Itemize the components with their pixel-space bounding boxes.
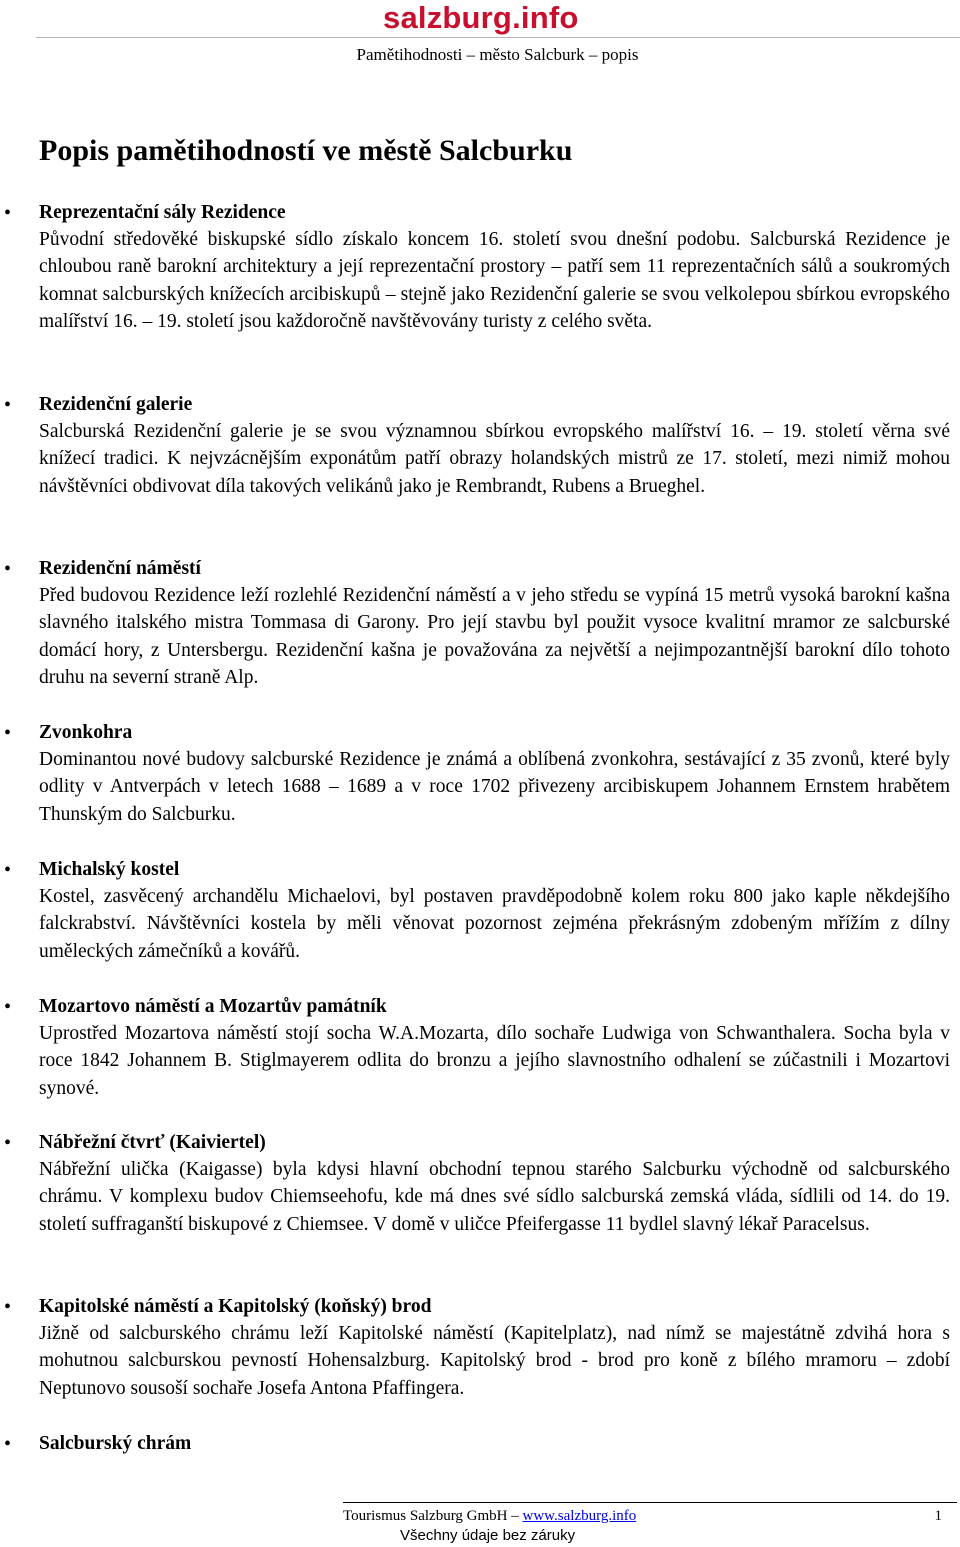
bullet-icon: • (4, 996, 12, 1018)
bullet-icon: • (4, 1132, 12, 1154)
salzburg-info-logo: salzburg.info (383, 0, 579, 35)
bullet-icon: • (4, 859, 12, 881)
section-text: Původní středověké biskupské sídlo získalo koncem 16. století svou dnešní podobu. Salcburská Rezidence je chloubou raně barokní architektury a její reprezentační prostory – patří sem 11 reprezentačních sálů a soukromých komnat salcburských knížecích arcibiskupů – stejně jako Rezidenční galerie se svou velkolepou sbírkou evropského malířství 16. – 19. století jsou každoročně navštěvovány turisty z celého světa. (39, 229, 950, 332)
bullet-icon: • (4, 202, 12, 224)
header-divider (36, 37, 960, 38)
section-text: Salcburská Rezidenční galerie je se svou významnou sbírkou evropského malířství 16. – 19. století věrna své knížecí tradici. K nejvzácnějším exponátům patří obrazy holandských mistrů ze 17. století, mezi nimiž mohou návštěvníci obdivovat díla takových velikánů jako je Rembrandt, Rubens a Brueghel. (39, 421, 950, 497)
section-heading: Mozartovo náměstí a Mozartův památník (39, 996, 387, 1017)
section-text: Uprostřed Mozartova náměstí stojí socha W.A.Mozarta, dílo sochaře Ludwiga von Schwanthalera. Socha byla v roce 1842 Johannem B. Stiglmayerem odlita do bronzu a jejího slavnostního odhalení se zúčastnili i Mozartovi synové. (39, 1023, 950, 1099)
bullet-icon: • (4, 1433, 12, 1455)
page-number: 1 (934, 1508, 942, 1524)
bullet-icon: • (4, 558, 12, 580)
footer-company (343, 1506, 636, 1526)
section-text: Jižně od salcburského chrámu leží Kapitolské náměstí (Kapitelplatz), nad nímž se majestátně zdvihá hora s mohutnou salcburskou pevností Hohensalzburg. Kapitolský brod - brod pro koně z bílého mramoru – zdobí Neptunovo sousoší sochaře Josefa Antona Pfaffingera. (39, 1323, 950, 1399)
bullet-icon: • (4, 1296, 12, 1318)
section-heading: Kapitolské náměstí a Kapitolský (koňský) brod (39, 1296, 432, 1317)
section-text: Kostel, zasvěcený archandělu Michaelovi, byl postaven pravděpodobně kolem roku 800 jako kaple někdejšího falckrabství. Návštěvníci kostela by měli věnovat pozornost zejména překrásným zdobeným mřížím z dílny uměleckých zámečníků a kovářů. (39, 886, 950, 962)
section-text: Dominantou nové budovy salcburské Rezidence je známá a oblíbená zvonkohra, sestávající z 35 zvonů, které byly odlity v Antverpách v letech 1688 – 1689 a v roce 1702 přivezeny arcibiskupem Johannem Ernstem hrabětem Thunským do Salcburku. (39, 749, 950, 825)
footer-divider (343, 1502, 957, 1503)
section-heading: Nábřežní čtvrť (Kaiviertel) (39, 1132, 266, 1153)
footer-disclaimer: Všechny údaje bez záruky (400, 1527, 576, 1544)
section-heading: Rezidenční náměstí (39, 558, 201, 579)
bullet-icon: • (4, 722, 12, 744)
section-heading: Salcburský chrám (39, 1433, 192, 1454)
page-subtitle: Pamětihodnosti – město Salcburk – popis (356, 45, 639, 64)
section-heading: Reprezentační sály Rezidence (39, 202, 286, 223)
document-title: Popis pamětihodností ve městě Salcburku (39, 134, 573, 167)
footer-company-name: Tourismus Salzburg GmbH – (343, 1508, 523, 1524)
section-text: Nábřežní ulička (Kaigasse) byla kdysi hlavní obchodní tepnou starého Salcburku východně od salcburského chrámu. V komplexu budov Chiemseehofu, kde má dnes své sídlo salcburská zemská vláda, sídlili od 14. do 19. století suffraganští biskupové z Chiemsee. V domě v uličce Pfeifergasse 11 bydlel slavný lékař Paracelsus. (39, 1159, 950, 1235)
section-heading: Rezidenční galerie (39, 394, 193, 415)
section-heading: Zvonkohra (39, 722, 133, 743)
footer-website-link[interactable]: www.salzburg.info (522, 1508, 637, 1524)
section-text: Před budovou Rezidence leží rozlehlé Rezidenční náměstí a v jeho středu se vypíná 15 metrů vysoká barokní kašna slavného italského mistra Tommasa di Garony. Pro její stavbu byl použit vysoce kvalitní mramor ze salcburské domácí hory, z Untersbergu. Rezidenční kašna je považována za největší a nejimpozantnější barokní dílo tohoto druhu na severní straně Alp. (39, 585, 950, 688)
bullet-icon: • (4, 394, 12, 416)
section-heading: Michalský kostel (39, 859, 180, 880)
